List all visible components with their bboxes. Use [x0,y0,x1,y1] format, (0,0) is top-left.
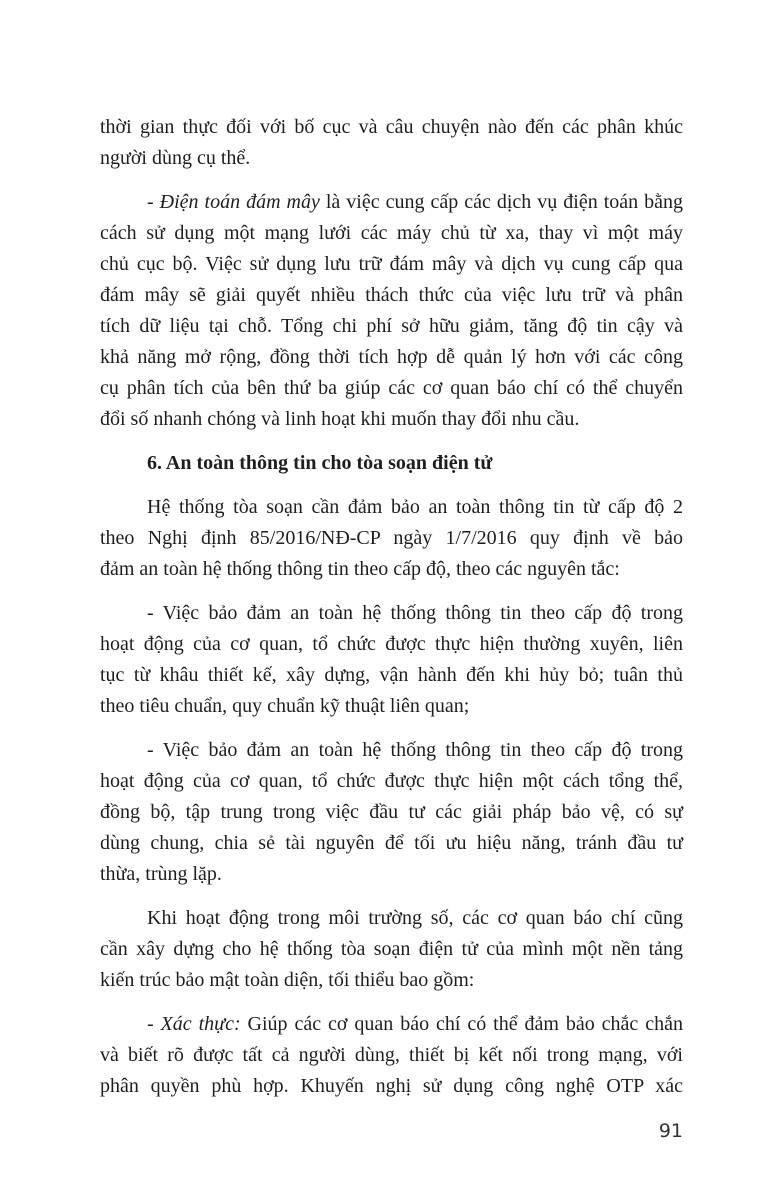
text-segment: đồng bộ, tập trung trong việc đầu tư các giải pháp bảo vệ, có sự [100,801,683,823]
italic-term: - Điện toán đám mây [147,191,320,213]
text-segment: khả năng mở rộng, đồng thời tích hợp dễ quản lý hơn với các công [100,346,683,368]
text-line [100,280,683,311]
text-line [100,1009,683,1040]
paragraph [100,1009,683,1102]
text-segment: đổi số nhanh chóng và linh hoạt khi muốn thay đổi nhu cầu. [100,408,580,430]
italic-term: - Xác thực: [147,1013,241,1035]
page-body [100,112,683,1102]
text-segment: - Việc bảo đảm an toàn hệ thống thông tin theo cấp độ trong [147,739,683,761]
text-segment: tục từ khâu thiết kế, xây dựng, vận hành đến khi hủy bỏ; tuân thủ [100,664,683,686]
text-segment: kiến trúc bảo mật toàn diện, tối thiểu bao gồm: [100,969,475,991]
text-segment: 6. An toàn thông tin cho tòa soạn điện tử [147,452,493,474]
paragraph [100,492,683,585]
text-line [100,112,683,143]
section-heading [100,448,683,479]
text-segment: cần xây dựng cho hệ thống tòa soạn điện tử của mình một nền tảng [100,938,683,960]
text-segment: và biết rõ được tất cả người dùng, thiết bị kết nối trong mạng, với [100,1044,683,1066]
text-segment: đám mây sẽ giải quyết nhiều thách thức của việc lưu trữ và phân [100,284,683,306]
text-segment: theo Nghị định 85/2016/NĐ-CP ngày 1/7/2016 quy định về bảo [100,527,683,549]
text-line [100,629,683,660]
text-line [100,1040,683,1071]
text-segment: chủ cục bộ. Việc sử dụng lưu trữ đám mây và dịch vụ cung cấp qua [100,253,683,275]
paragraph [100,598,683,722]
text-line [100,766,683,797]
text-line [100,828,683,859]
text-line [100,691,683,722]
text-line [100,660,683,691]
text-line [100,492,683,523]
text-segment: tích dữ liệu tại chỗ. Tổng chi phí sở hữu giảm, tăng độ tin cậy và [100,315,683,337]
paragraph [100,735,683,890]
text-segment: phân quyền phù hợp. Khuyến nghị sử dụng công nghệ OTP xác [100,1075,683,1097]
text-line [100,934,683,965]
text-segment: thời gian thực đối với bố cục và câu chuyện nào đến các phân khúc [100,116,683,138]
text-line [100,965,683,996]
text-line [100,797,683,828]
text-line [100,554,683,585]
text-line [100,187,683,218]
text-segment: dùng chung, chia sẻ tài nguyên để tối ưu hiệu năng, tránh đầu tư [100,832,683,854]
paragraph [100,187,683,435]
page-number: 91 [658,1120,683,1142]
text-segment: Giúp các cơ quan báo chí có thể đảm bảo chắc chắn [240,1013,683,1035]
text-segment: hoạt động của cơ quan, tổ chức được thực hiện một cách tổng thể, [100,770,683,792]
text-segment: người dùng cụ thể. [100,147,251,169]
text-line [100,311,683,342]
text-line [100,1071,683,1102]
text-line [100,373,683,404]
text-line [100,598,683,629]
text-line [100,249,683,280]
text-segment: hoạt động của cơ quan, tổ chức được thực hiện thường xuyên, liên [100,633,683,655]
text-line [100,342,683,373]
text-line [100,143,683,174]
text-line [100,523,683,554]
text-segment: Khi hoạt động trong môi trường số, các cơ quan báo chí cũng [147,907,683,929]
text-segment: Hệ thống tòa soạn cần đảm bảo an toàn thông tin từ cấp độ 2 [147,496,683,518]
paragraph [100,903,683,996]
text-segment: là việc cung cấp các dịch vụ điện toán bằng [319,191,684,213]
text-line [100,448,683,479]
text-segment: đảm an toàn hệ thống thông tin theo cấp độ, theo các nguyên tắc: [100,558,620,580]
text-line [100,735,683,766]
paragraph [100,112,683,174]
text-segment: cụ phân tích của bên thứ ba giúp các cơ quan báo chí có thể chuyển [100,377,683,399]
text-segment: - Việc bảo đảm an toàn hệ thống thông tin theo cấp độ trong [147,602,683,624]
text-segment: cách sử dụng một mạng lưới các máy chủ từ xa, thay vì một máy [100,222,683,244]
text-segment: theo tiêu chuẩn, quy chuẩn kỹ thuật liên quan; [100,695,470,717]
text-line [100,218,683,249]
text-line [100,859,683,890]
text-line [100,404,683,435]
text-segment: thừa, trùng lặp. [100,863,222,885]
text-line [100,903,683,934]
